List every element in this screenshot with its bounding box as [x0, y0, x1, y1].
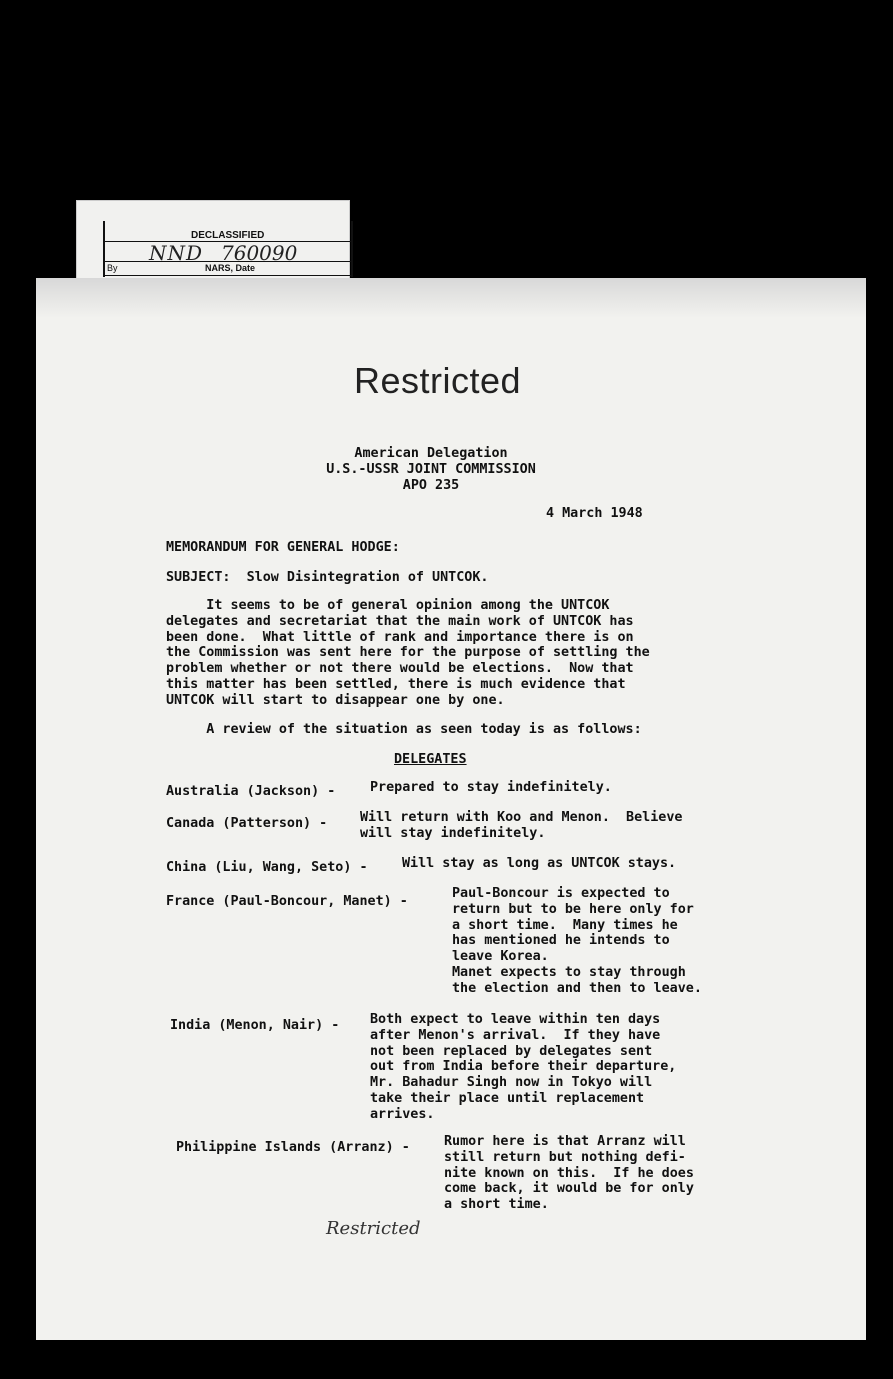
- memo-subject: SUBJECT: Slow Disintegration of UNTCOK.: [166, 570, 489, 585]
- stamp-authority-prefix: NND: [149, 241, 204, 265]
- stamp-box: [103, 221, 353, 277]
- delegate-country: Philippine Islands (Arranz) -: [176, 1140, 410, 1155]
- stamp-nars-label: NARS, Date: [205, 263, 256, 273]
- section-heading: DELEGATES: [394, 752, 467, 767]
- stamp-rule: [105, 275, 351, 276]
- header-line-3: APO 235: [402, 478, 460, 493]
- delegate-country: Australia (Jackson) -: [166, 784, 336, 799]
- header-line-1: American Delegation: [354, 446, 508, 461]
- declassification-stamp: [76, 200, 350, 284]
- delegate-country: India (Menon, Nair) -: [170, 1018, 340, 1033]
- stamp-by-label: By: [107, 263, 118, 273]
- classification-mark: Restricted: [354, 360, 522, 401]
- delegate-country: China (Liu, Wang, Seto) -: [166, 860, 368, 875]
- delegate-note: Rumor here is that Arranz will still return but nothing defi- nite known on this. If he does come back, it would be for only a short time.: [444, 1134, 694, 1213]
- delegate-country: France (Paul-Boncour, Manet) -: [166, 894, 408, 909]
- delegate-country: Canada (Patterson) -: [166, 816, 328, 831]
- delegate-note: Paul-Boncour is expected to return but to be here only for a short time. Many times he has mentioned he intends to leave Korea. Manet expects to stay through the election and then to leave.: [452, 886, 702, 996]
- document-page: [36, 278, 866, 1340]
- delegate-note: Will return with Koo and Menon. Believe will stay indefinitely.: [360, 810, 683, 841]
- document-date: 4 March 1948: [546, 506, 643, 521]
- page-shading: [36, 278, 866, 318]
- memo-recipient: MEMORANDUM FOR GENERAL HODGE:: [166, 540, 400, 555]
- footer-mark: Restricted: [326, 1218, 421, 1239]
- delegate-note: Will stay as long as UNTCOK stays.: [402, 856, 677, 871]
- delegate-note: Both expect to leave within ten days after Menon's arrival. If they have not been replaced by delegates sent out from India before their departure, Mr. Bahadur Singh now in Tokyo will take their place until replacement arrives.: [370, 1012, 677, 1122]
- intro-paragraph: It seems to be of general opinion among the UNTCOK delegates and secretariat that the main work of UNTCOK has been done. What little of rank and importance there is on the Commission was sent here for the purpose of settling the problem whether or not there would be elections. Now that this matter has been settled, there is much evidence that UNTCOK will start to disappear one by one.: [166, 598, 650, 708]
- header-line-2: U.S.-USSR JOINT COMMISSION: [326, 462, 536, 477]
- stamp-authority-number: 760090: [221, 241, 298, 265]
- delegate-note: Prepared to stay indefinitely.: [370, 780, 612, 795]
- review-line: A review of the situation as seen today is as follows:: [166, 722, 642, 737]
- stamp-title: DECLASSIFIED: [191, 230, 265, 241]
